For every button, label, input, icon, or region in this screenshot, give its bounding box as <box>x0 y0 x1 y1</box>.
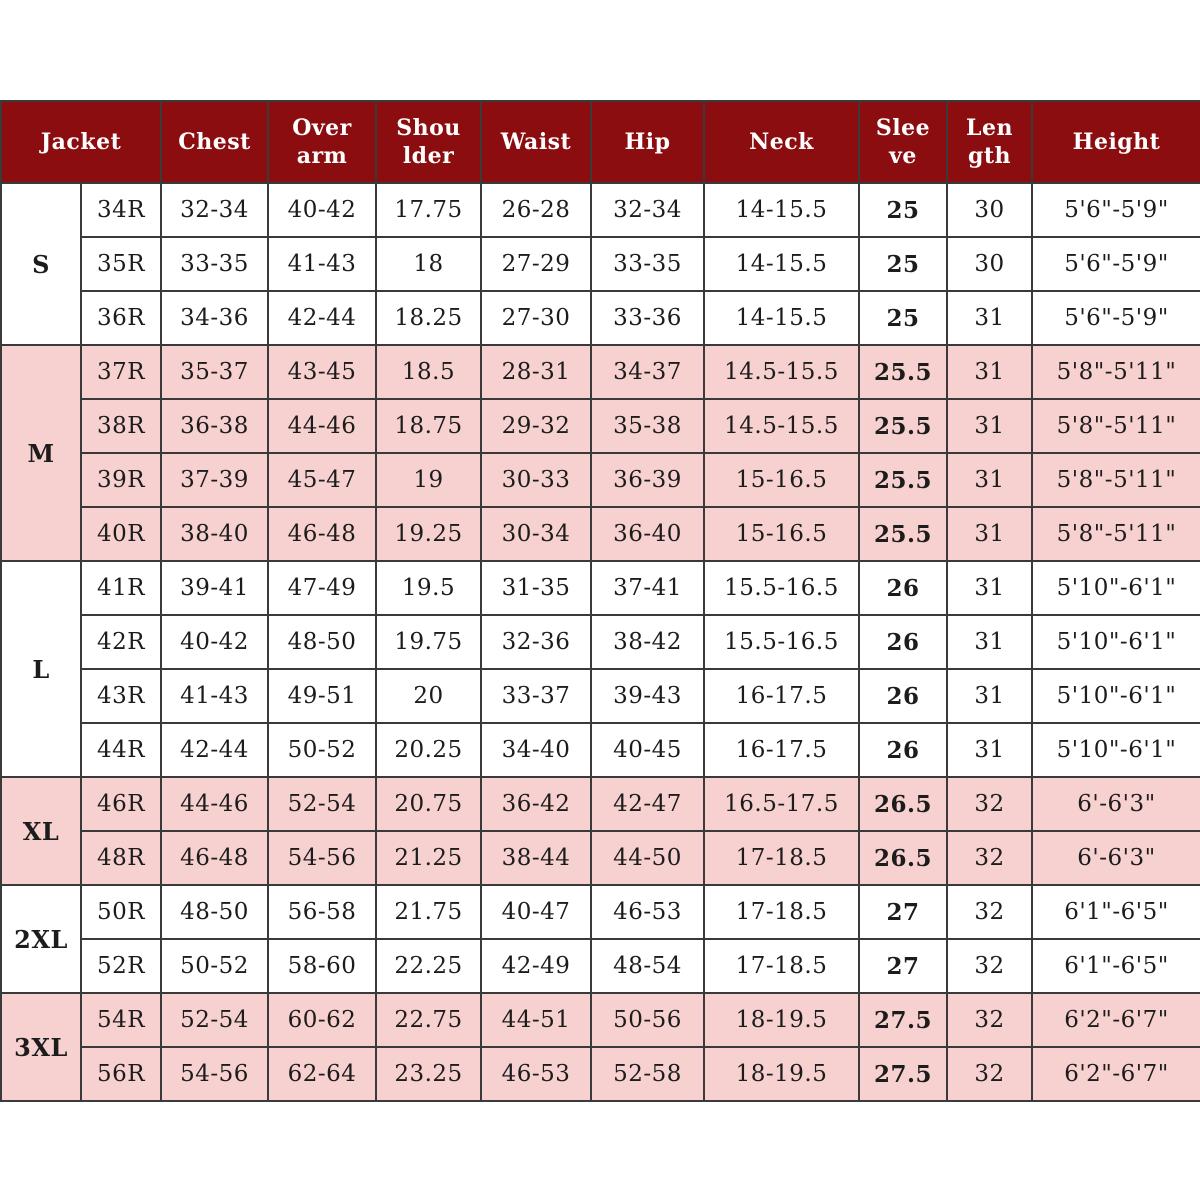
cell-hip: 37-41 <box>591 561 704 615</box>
cell-sleeve: 26 <box>859 615 947 669</box>
cell-jacket-code: 44R <box>81 723 161 777</box>
cell-over-arm: 40-42 <box>268 183 376 237</box>
table-row <box>1 777 1200 831</box>
cell-neck: 17-18.5 <box>704 939 859 993</box>
cell-over-arm: 58-60 <box>268 939 376 993</box>
cell-shoulder: 19 <box>376 453 481 507</box>
cell-chest: 48-50 <box>161 885 268 939</box>
cell-jacket-code: 42R <box>81 615 161 669</box>
cell-chest: 37-39 <box>161 453 268 507</box>
cell-shoulder: 18.5 <box>376 345 481 399</box>
cell-over-arm: 52-54 <box>268 777 376 831</box>
cell-over-arm: 50-52 <box>268 723 376 777</box>
cell-sleeve: 27.5 <box>859 1047 947 1101</box>
cell-waist: 33-37 <box>481 669 591 723</box>
cell-shoulder: 21.75 <box>376 885 481 939</box>
cell-shoulder: 18 <box>376 237 481 291</box>
cell-waist: 32-36 <box>481 615 591 669</box>
cell-hip: 42-47 <box>591 777 704 831</box>
header-sleeve: Slee ve <box>859 101 947 183</box>
cell-shoulder: 22.75 <box>376 993 481 1047</box>
table-row <box>1 885 1200 939</box>
cell-chest: 35-37 <box>161 345 268 399</box>
cell-length: 32 <box>947 993 1032 1047</box>
table-row <box>1 669 1200 723</box>
cell-neck: 17-18.5 <box>704 831 859 885</box>
cell-jacket-code: 39R <box>81 453 161 507</box>
cell-height: 5'10"-6'1" <box>1032 669 1200 723</box>
cell-jacket-code: 46R <box>81 777 161 831</box>
cell-over-arm: 56-58 <box>268 885 376 939</box>
cell-hip: 38-42 <box>591 615 704 669</box>
cell-waist: 27-29 <box>481 237 591 291</box>
cell-sleeve: 25 <box>859 237 947 291</box>
header-over-arm: Over arm <box>268 101 376 183</box>
cell-over-arm: 49-51 <box>268 669 376 723</box>
cell-neck: 18-19.5 <box>704 993 859 1047</box>
cell-waist: 42-49 <box>481 939 591 993</box>
cell-shoulder: 17.75 <box>376 183 481 237</box>
cell-length: 31 <box>947 399 1032 453</box>
cell-over-arm: 42-44 <box>268 291 376 345</box>
cell-height: 6'-6'3" <box>1032 777 1200 831</box>
header-row <box>1 101 1200 183</box>
cell-height: 5'6"-5'9" <box>1032 237 1200 291</box>
cell-over-arm: 60-62 <box>268 993 376 1047</box>
cell-chest: 38-40 <box>161 507 268 561</box>
cell-waist: 34-40 <box>481 723 591 777</box>
cell-length: 31 <box>947 669 1032 723</box>
cell-length: 31 <box>947 615 1032 669</box>
cell-height: 6'2"-6'7" <box>1032 993 1200 1047</box>
cell-neck: 18-19.5 <box>704 1047 859 1101</box>
cell-waist: 31-35 <box>481 561 591 615</box>
cell-neck: 14-15.5 <box>704 291 859 345</box>
cell-height: 5'6"-5'9" <box>1032 291 1200 345</box>
cell-shoulder: 19.5 <box>376 561 481 615</box>
table-row <box>1 993 1200 1047</box>
table-row <box>1 237 1200 291</box>
cell-length: 31 <box>947 723 1032 777</box>
cell-neck: 17-18.5 <box>704 885 859 939</box>
cell-length: 30 <box>947 237 1032 291</box>
table-row <box>1 183 1200 237</box>
cell-neck: 14-15.5 <box>704 237 859 291</box>
cell-chest: 39-41 <box>161 561 268 615</box>
cell-height: 6'1"-6'5" <box>1032 939 1200 993</box>
cell-sleeve: 27 <box>859 939 947 993</box>
table-row <box>1 561 1200 615</box>
cell-shoulder: 22.25 <box>376 939 481 993</box>
cell-sleeve: 25 <box>859 291 947 345</box>
cell-sleeve: 27.5 <box>859 993 947 1047</box>
cell-waist: 28-31 <box>481 345 591 399</box>
cell-over-arm: 43-45 <box>268 345 376 399</box>
cell-waist: 26-28 <box>481 183 591 237</box>
cell-chest: 32-34 <box>161 183 268 237</box>
cell-jacket-code: 36R <box>81 291 161 345</box>
cell-chest: 52-54 <box>161 993 268 1047</box>
table-row <box>1 345 1200 399</box>
cell-hip: 48-54 <box>591 939 704 993</box>
cell-over-arm: 54-56 <box>268 831 376 885</box>
cell-neck: 14.5-15.5 <box>704 345 859 399</box>
cell-over-arm: 44-46 <box>268 399 376 453</box>
cell-over-arm: 41-43 <box>268 237 376 291</box>
cell-over-arm: 45-47 <box>268 453 376 507</box>
cell-shoulder: 18.25 <box>376 291 481 345</box>
cell-hip: 33-35 <box>591 237 704 291</box>
cell-chest: 50-52 <box>161 939 268 993</box>
cell-sleeve: 25 <box>859 183 947 237</box>
cell-length: 32 <box>947 1047 1032 1101</box>
cell-jacket-code: 54R <box>81 993 161 1047</box>
size-chart-table <box>0 100 1200 1102</box>
cell-height: 5'10"-6'1" <box>1032 615 1200 669</box>
cell-length: 31 <box>947 561 1032 615</box>
cell-length: 32 <box>947 939 1032 993</box>
cell-shoulder: 20.75 <box>376 777 481 831</box>
cell-jacket-code: 38R <box>81 399 161 453</box>
cell-length: 32 <box>947 885 1032 939</box>
header-hip: Hip <box>591 101 704 183</box>
cell-neck: 15-16.5 <box>704 453 859 507</box>
cell-hip: 46-53 <box>591 885 704 939</box>
cell-hip: 44-50 <box>591 831 704 885</box>
cell-jacket-code: 50R <box>81 885 161 939</box>
cell-over-arm: 48-50 <box>268 615 376 669</box>
cell-over-arm: 47-49 <box>268 561 376 615</box>
header-chest: Chest <box>161 101 268 183</box>
cell-chest: 36-38 <box>161 399 268 453</box>
cell-height: 6'-6'3" <box>1032 831 1200 885</box>
cell-length: 31 <box>947 291 1032 345</box>
cell-length: 30 <box>947 183 1032 237</box>
cell-chest: 40-42 <box>161 615 268 669</box>
cell-height: 5'8"-5'11" <box>1032 453 1200 507</box>
cell-height: 6'1"-6'5" <box>1032 885 1200 939</box>
cell-length: 31 <box>947 507 1032 561</box>
cell-sleeve: 26 <box>859 723 947 777</box>
cell-shoulder: 20.25 <box>376 723 481 777</box>
table-row <box>1 291 1200 345</box>
cell-jacket-code: 34R <box>81 183 161 237</box>
size-group-label: 3XL <box>1 993 81 1101</box>
cell-neck: 15.5-16.5 <box>704 615 859 669</box>
cell-sleeve: 26 <box>859 561 947 615</box>
size-group-label: XL <box>1 777 81 885</box>
cell-shoulder: 23.25 <box>376 1047 481 1101</box>
table-row <box>1 939 1200 993</box>
cell-waist: 27-30 <box>481 291 591 345</box>
cell-length: 31 <box>947 453 1032 507</box>
cell-neck: 15-16.5 <box>704 507 859 561</box>
cell-sleeve: 26.5 <box>859 831 947 885</box>
header-shoulder: Shou lder <box>376 101 481 183</box>
cell-shoulder: 18.75 <box>376 399 481 453</box>
cell-jacket-code: 41R <box>81 561 161 615</box>
cell-waist: 30-34 <box>481 507 591 561</box>
cell-height: 5'10"-6'1" <box>1032 723 1200 777</box>
cell-height: 5'6"-5'9" <box>1032 183 1200 237</box>
cell-hip: 34-37 <box>591 345 704 399</box>
header-waist: Waist <box>481 101 591 183</box>
cell-hip: 33-36 <box>591 291 704 345</box>
cell-chest: 44-46 <box>161 777 268 831</box>
header-neck: Neck <box>704 101 859 183</box>
table-row <box>1 399 1200 453</box>
cell-chest: 42-44 <box>161 723 268 777</box>
cell-over-arm: 46-48 <box>268 507 376 561</box>
cell-neck: 16-17.5 <box>704 669 859 723</box>
cell-neck: 16.5-17.5 <box>704 777 859 831</box>
cell-jacket-code: 43R <box>81 669 161 723</box>
header-length: Len gth <box>947 101 1032 183</box>
cell-waist: 36-42 <box>481 777 591 831</box>
cell-sleeve: 26.5 <box>859 777 947 831</box>
size-group-label: S <box>1 183 81 345</box>
cell-hip: 35-38 <box>591 399 704 453</box>
cell-shoulder: 21.25 <box>376 831 481 885</box>
cell-sleeve: 25.5 <box>859 399 947 453</box>
cell-waist: 30-33 <box>481 453 591 507</box>
cell-shoulder: 20 <box>376 669 481 723</box>
cell-shoulder: 19.75 <box>376 615 481 669</box>
cell-hip: 50-56 <box>591 993 704 1047</box>
header-jacket: Jacket <box>1 101 161 183</box>
cell-length: 32 <box>947 831 1032 885</box>
table-row <box>1 453 1200 507</box>
cell-chest: 33-35 <box>161 237 268 291</box>
cell-chest: 41-43 <box>161 669 268 723</box>
cell-neck: 15.5-16.5 <box>704 561 859 615</box>
cell-waist: 46-53 <box>481 1047 591 1101</box>
cell-over-arm: 62-64 <box>268 1047 376 1101</box>
table-row <box>1 723 1200 777</box>
cell-hip: 36-40 <box>591 507 704 561</box>
size-group-label: 2XL <box>1 885 81 993</box>
cell-chest: 46-48 <box>161 831 268 885</box>
cell-jacket-code: 52R <box>81 939 161 993</box>
table-row <box>1 1047 1200 1101</box>
cell-height: 5'8"-5'11" <box>1032 507 1200 561</box>
cell-jacket-code: 40R <box>81 507 161 561</box>
cell-sleeve: 25.5 <box>859 345 947 399</box>
cell-sleeve: 25.5 <box>859 507 947 561</box>
size-group-label: M <box>1 345 81 561</box>
cell-sleeve: 25.5 <box>859 453 947 507</box>
cell-height: 5'10"-6'1" <box>1032 561 1200 615</box>
cell-height: 6'2"-6'7" <box>1032 1047 1200 1101</box>
cell-hip: 32-34 <box>591 183 704 237</box>
size-chart-body <box>1 183 1200 1101</box>
cell-hip: 40-45 <box>591 723 704 777</box>
cell-hip: 52-58 <box>591 1047 704 1101</box>
table-row <box>1 615 1200 669</box>
cell-hip: 36-39 <box>591 453 704 507</box>
cell-height: 5'8"-5'11" <box>1032 399 1200 453</box>
cell-waist: 29-32 <box>481 399 591 453</box>
cell-length: 31 <box>947 345 1032 399</box>
cell-waist: 44-51 <box>481 993 591 1047</box>
cell-waist: 38-44 <box>481 831 591 885</box>
size-group-label: L <box>1 561 81 777</box>
cell-shoulder: 19.25 <box>376 507 481 561</box>
cell-neck: 16-17.5 <box>704 723 859 777</box>
header-height: Height <box>1032 101 1200 183</box>
cell-neck: 14.5-15.5 <box>704 399 859 453</box>
cell-jacket-code: 48R <box>81 831 161 885</box>
cell-sleeve: 26 <box>859 669 947 723</box>
cell-chest: 54-56 <box>161 1047 268 1101</box>
cell-jacket-code: 56R <box>81 1047 161 1101</box>
table-row <box>1 831 1200 885</box>
cell-chest: 34-36 <box>161 291 268 345</box>
cell-waist: 40-47 <box>481 885 591 939</box>
cell-neck: 14-15.5 <box>704 183 859 237</box>
cell-height: 5'8"-5'11" <box>1032 345 1200 399</box>
cell-jacket-code: 37R <box>81 345 161 399</box>
table-row <box>1 507 1200 561</box>
cell-sleeve: 27 <box>859 885 947 939</box>
cell-hip: 39-43 <box>591 669 704 723</box>
cell-length: 32 <box>947 777 1032 831</box>
cell-jacket-code: 35R <box>81 237 161 291</box>
